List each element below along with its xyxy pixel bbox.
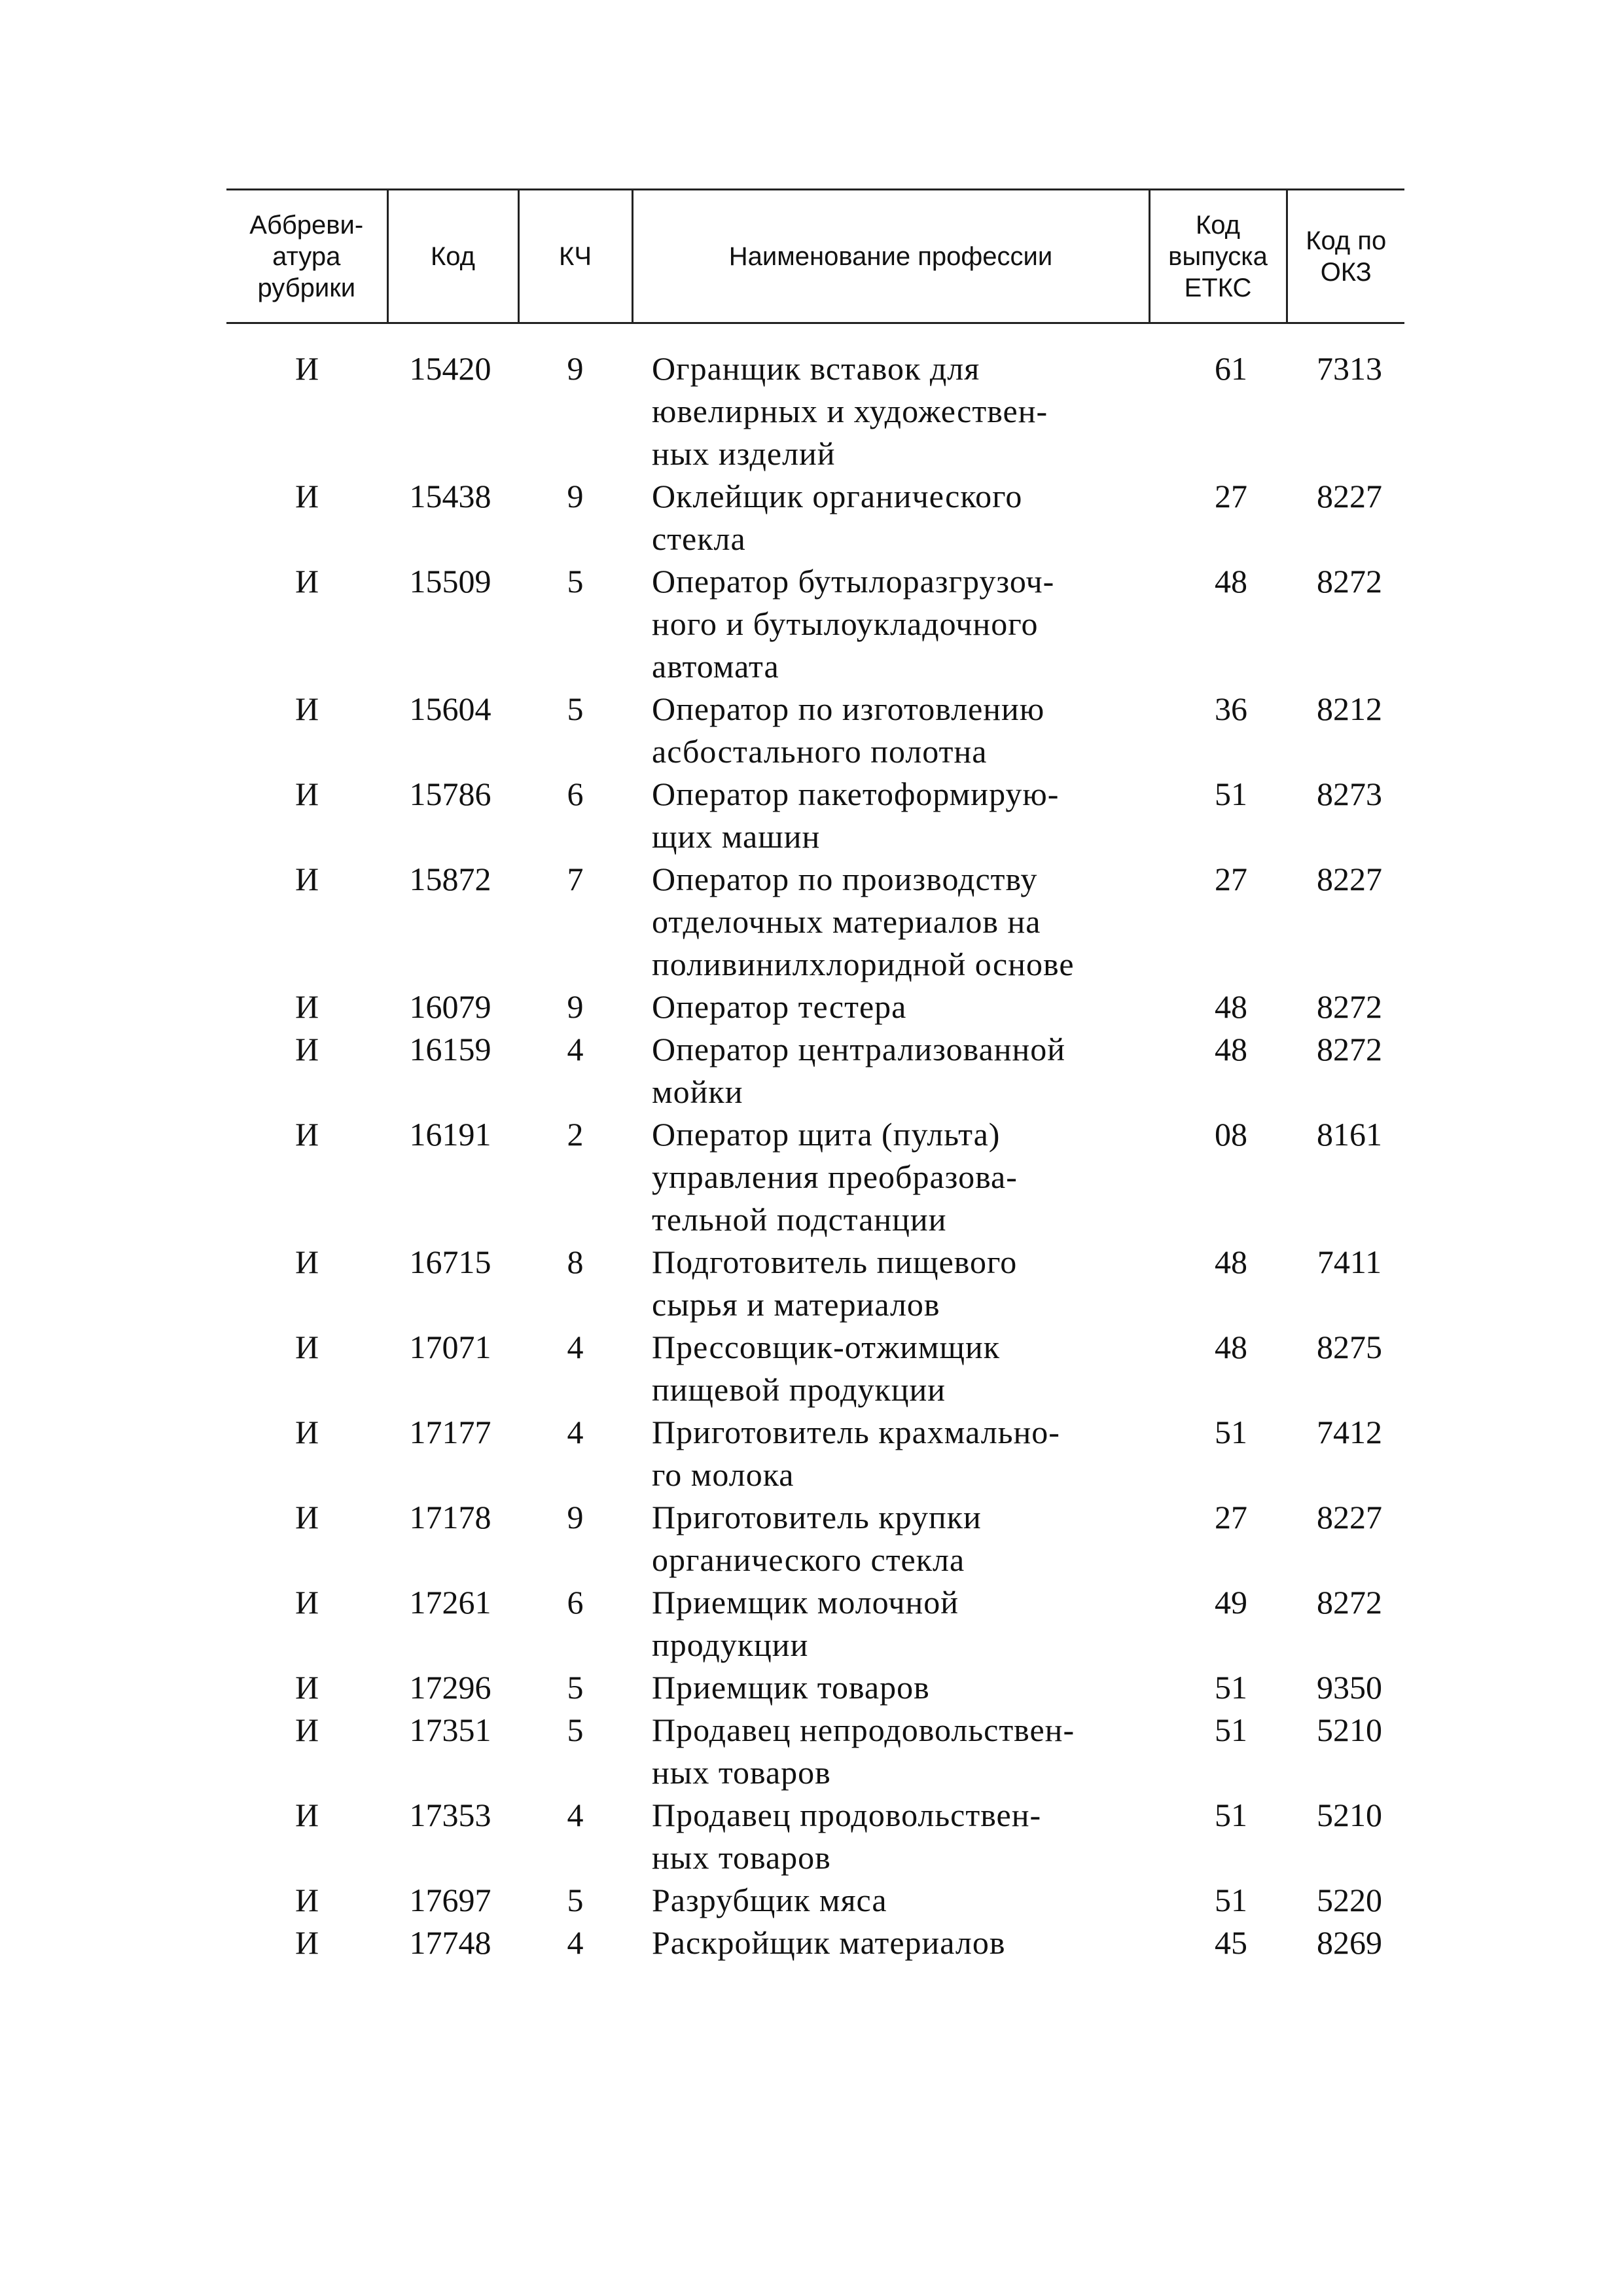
cell-etks: 27	[1215, 1499, 1247, 1535]
cell-kch: 5	[567, 1882, 584, 1918]
cell-code: 17178	[409, 1499, 491, 1535]
cell-etks: 61	[1215, 350, 1247, 387]
table-row	[226, 1709, 1404, 1794]
cell-kch: 5	[567, 1712, 584, 1748]
table-row	[226, 475, 1404, 560]
cell-name-line: го молока	[652, 1456, 794, 1493]
cell-etks: 08	[1215, 1116, 1247, 1153]
table-row	[226, 323, 1404, 476]
cell-okz: 8227	[1317, 478, 1382, 514]
cell-name-line: щих машин	[652, 818, 821, 855]
table-row	[226, 1496, 1404, 1581]
cell-name-line: Оклейщик органического	[652, 478, 1023, 514]
cell-etks: 51	[1215, 1797, 1247, 1833]
cell-name	[632, 773, 1149, 858]
header-etks	[1149, 190, 1287, 323]
header-etks-line: выпуска	[1168, 242, 1268, 271]
cell-name-line: Разрубщик мяса	[652, 1882, 887, 1918]
cell-name-line: управления преобразова-	[652, 1158, 1018, 1195]
cell-name	[632, 1326, 1149, 1411]
cell-okz: 7313	[1317, 350, 1382, 387]
cell-code: 15509	[409, 563, 491, 600]
cell-abbr: И	[294, 1924, 319, 1961]
cell-name-line: Прессовщик-отжимщик	[652, 1329, 1001, 1365]
cell-name-line: отделочных материалов на	[652, 903, 1041, 940]
cell-name	[632, 323, 1149, 476]
cell-kch: 8	[567, 1244, 584, 1280]
cell-name-line: пищевой продукции	[652, 1371, 946, 1408]
cell-abbr: И	[294, 861, 319, 897]
header-code: Код	[387, 190, 518, 323]
cell-name-line: Оператор тестера	[652, 988, 907, 1025]
cell-kch: 7	[567, 861, 584, 897]
cell-code: 16191	[409, 1116, 491, 1153]
cell-name-line: автомата	[652, 648, 779, 685]
table-row	[226, 986, 1404, 1028]
cell-name-line: Раскройщик материалов	[652, 1924, 1006, 1961]
cell-name	[632, 1028, 1149, 1113]
cell-name	[632, 1581, 1149, 1666]
header-okz-line: Код по	[1306, 226, 1387, 255]
table-row	[226, 1411, 1404, 1496]
cell-kch: 9	[567, 478, 584, 514]
cell-name-line: асбостального полотна	[652, 733, 988, 770]
table-row	[226, 1666, 1404, 1709]
cell-kch: 6	[567, 776, 584, 812]
cell-code: 16715	[409, 1244, 491, 1280]
cell-okz: 8269	[1317, 1924, 1382, 1961]
cell-kch: 5	[567, 563, 584, 600]
cell-etks: 48	[1215, 988, 1247, 1025]
cell-okz: 8272	[1317, 1031, 1382, 1067]
table-row	[226, 1028, 1404, 1113]
cell-code: 15438	[409, 478, 491, 514]
cell-name	[632, 1879, 1149, 1922]
cell-code: 16159	[409, 1031, 491, 1067]
cell-okz: 8272	[1317, 1584, 1382, 1621]
cell-okz: 8272	[1317, 988, 1382, 1025]
header-etks-line: Код	[1195, 210, 1240, 240]
cell-code: 15786	[409, 776, 491, 812]
cell-name-line: Приемщик товаров	[652, 1669, 930, 1706]
table-row	[226, 1922, 1404, 1964]
cell-abbr: И	[294, 1797, 319, 1833]
cell-name-line: Приготовитель крупки	[652, 1499, 982, 1535]
table-row	[226, 858, 1404, 986]
cell-name	[632, 688, 1149, 773]
cell-abbr: И	[294, 776, 319, 812]
header-abbr-line: Аббреви-	[249, 210, 364, 240]
cell-code: 17261	[409, 1584, 491, 1621]
cell-name	[632, 1709, 1149, 1794]
cell-name	[632, 1113, 1149, 1241]
cell-code: 16079	[409, 988, 491, 1025]
cell-kch: 4	[567, 1414, 584, 1450]
cell-name-line: сырья и материалов	[652, 1286, 940, 1323]
cell-name-line: Огранщик вставок для	[652, 350, 980, 387]
cell-etks: 36	[1215, 691, 1247, 727]
cell-kch: 9	[567, 988, 584, 1025]
cell-name-line: ювелирных и художествен-	[652, 393, 1048, 429]
header-okz-line: ОКЗ	[1320, 257, 1372, 287]
cell-kch: 9	[567, 350, 584, 387]
cell-abbr: И	[294, 1882, 319, 1918]
header-abbr-line: атура	[272, 242, 341, 271]
cell-name-line: продукции	[652, 1626, 809, 1663]
cell-kch: 4	[567, 1924, 584, 1961]
cell-kch: 9	[567, 1499, 584, 1535]
cell-name-line: органического стекла	[652, 1541, 965, 1578]
cell-code: 17697	[409, 1882, 491, 1918]
cell-code: 17353	[409, 1797, 491, 1833]
cell-code: 15872	[409, 861, 491, 897]
cell-kch: 5	[567, 1669, 584, 1706]
cell-kch: 4	[567, 1329, 584, 1365]
cell-okz: 7411	[1317, 1244, 1382, 1280]
table-row	[226, 1326, 1404, 1411]
cell-name-line: Продавец непродовольствен-	[652, 1712, 1075, 1748]
table-row	[226, 560, 1404, 688]
cell-abbr: И	[294, 478, 319, 514]
cell-abbr: И	[294, 1712, 319, 1748]
cell-okz: 8227	[1317, 1499, 1382, 1535]
cell-etks: 48	[1215, 1031, 1247, 1067]
cell-kch: 4	[567, 1031, 584, 1067]
cell-code: 17296	[409, 1669, 491, 1706]
cell-okz: 5210	[1317, 1712, 1382, 1748]
cell-abbr: И	[294, 1244, 319, 1280]
cell-etks: 27	[1215, 861, 1247, 897]
table-row	[226, 773, 1404, 858]
cell-okz: 8161	[1317, 1116, 1382, 1153]
cell-abbr: И	[294, 1031, 319, 1067]
cell-code: 15420	[409, 350, 491, 387]
cell-name	[632, 1411, 1149, 1496]
cell-name-line: Оператор щита (пульта)	[652, 1116, 1001, 1153]
cell-code: 17351	[409, 1712, 491, 1748]
cell-etks: 51	[1215, 776, 1247, 812]
table-row	[226, 1113, 1404, 1241]
cell-name	[632, 858, 1149, 986]
cell-name-line: Оператор пакетоформирую-	[652, 776, 1060, 812]
header-name: Наименование профессии	[632, 190, 1149, 323]
cell-okz: 5220	[1317, 1882, 1382, 1918]
cell-name	[632, 1666, 1149, 1709]
cell-name-line: Оператор по производству	[652, 861, 1038, 897]
cell-etks: 27	[1215, 478, 1247, 514]
cell-abbr: И	[294, 350, 319, 387]
cell-name-line: Оператор бутылоразгрузоч-	[652, 563, 1055, 600]
cell-abbr: И	[294, 988, 319, 1025]
cell-okz: 5210	[1317, 1797, 1382, 1833]
cell-name-line: мойки	[652, 1073, 743, 1110]
cell-name-line: тельной подстанции	[652, 1201, 947, 1238]
cell-okz: 9350	[1317, 1669, 1382, 1706]
header-etks-line: ЕТКС	[1184, 273, 1252, 302]
header-okz	[1287, 190, 1404, 323]
cell-abbr: И	[294, 1414, 319, 1450]
cell-okz: 8275	[1317, 1329, 1382, 1365]
cell-name-line: стекла	[652, 520, 746, 557]
cell-code: 15604	[409, 691, 491, 727]
cell-etks: 49	[1215, 1584, 1247, 1621]
cell-code: 17071	[409, 1329, 491, 1365]
cell-name-line: Приготовитель крахмально-	[652, 1414, 1060, 1450]
cell-abbr: И	[294, 1584, 319, 1621]
table-body	[226, 323, 1404, 1965]
cell-name	[632, 1794, 1149, 1879]
cell-etks: 48	[1215, 1329, 1247, 1365]
cell-name-line: ных товаров	[652, 1754, 831, 1791]
cell-etks: 51	[1215, 1669, 1247, 1706]
header-abbr-line: рубрики	[257, 273, 356, 302]
table-row	[226, 1241, 1404, 1326]
cell-okz: 7412	[1317, 1414, 1382, 1450]
table-row	[226, 688, 1404, 773]
cell-name	[632, 1496, 1149, 1581]
cell-etks: 48	[1215, 563, 1247, 600]
cell-abbr: И	[294, 563, 319, 600]
header-abbr	[226, 190, 387, 323]
cell-name-line: Оператор по изготовлению	[652, 691, 1045, 727]
cell-name-line: Продавец продовольствен-	[652, 1797, 1042, 1833]
cell-code: 17748	[409, 1924, 491, 1961]
cell-okz: 8272	[1317, 563, 1382, 600]
cell-kch: 2	[567, 1116, 584, 1153]
table-row	[226, 1581, 1404, 1666]
table-header	[226, 190, 1404, 323]
cell-name-line: поливинилхлоридной основе	[652, 946, 1075, 982]
cell-etks: 45	[1215, 1924, 1247, 1961]
cell-name	[632, 1922, 1149, 1964]
professions-table	[226, 188, 1404, 1964]
cell-code: 17177	[409, 1414, 491, 1450]
cell-name-line: ного и бутылоукладочного	[652, 605, 1039, 642]
cell-name-line: ных изделий	[652, 435, 836, 472]
cell-abbr: И	[294, 691, 319, 727]
cell-kch: 4	[567, 1797, 584, 1833]
cell-okz: 8227	[1317, 861, 1382, 897]
cell-name	[632, 1241, 1149, 1326]
cell-abbr: И	[294, 1669, 319, 1706]
cell-name	[632, 475, 1149, 560]
cell-abbr: И	[294, 1499, 319, 1535]
cell-etks: 51	[1215, 1414, 1247, 1450]
cell-etks: 51	[1215, 1882, 1247, 1918]
table-row	[226, 1794, 1404, 1879]
cell-abbr: И	[294, 1116, 319, 1153]
cell-name	[632, 986, 1149, 1028]
cell-name-line: Подготовитель пищевого	[652, 1244, 1018, 1280]
cell-abbr: И	[294, 1329, 319, 1365]
cell-kch: 6	[567, 1584, 584, 1621]
table-row	[226, 1879, 1404, 1922]
cell-okz: 8273	[1317, 776, 1382, 812]
cell-etks: 51	[1215, 1712, 1247, 1748]
cell-name-line: Оператор централизованной	[652, 1031, 1066, 1067]
cell-kch: 5	[567, 691, 584, 727]
header-kch: КЧ	[518, 190, 632, 323]
cell-okz: 8212	[1317, 691, 1382, 727]
cell-name-line: Приемщик молочной	[652, 1584, 959, 1621]
cell-name	[632, 560, 1149, 688]
cell-name-line: ных товаров	[652, 1839, 831, 1876]
cell-etks: 48	[1215, 1244, 1247, 1280]
